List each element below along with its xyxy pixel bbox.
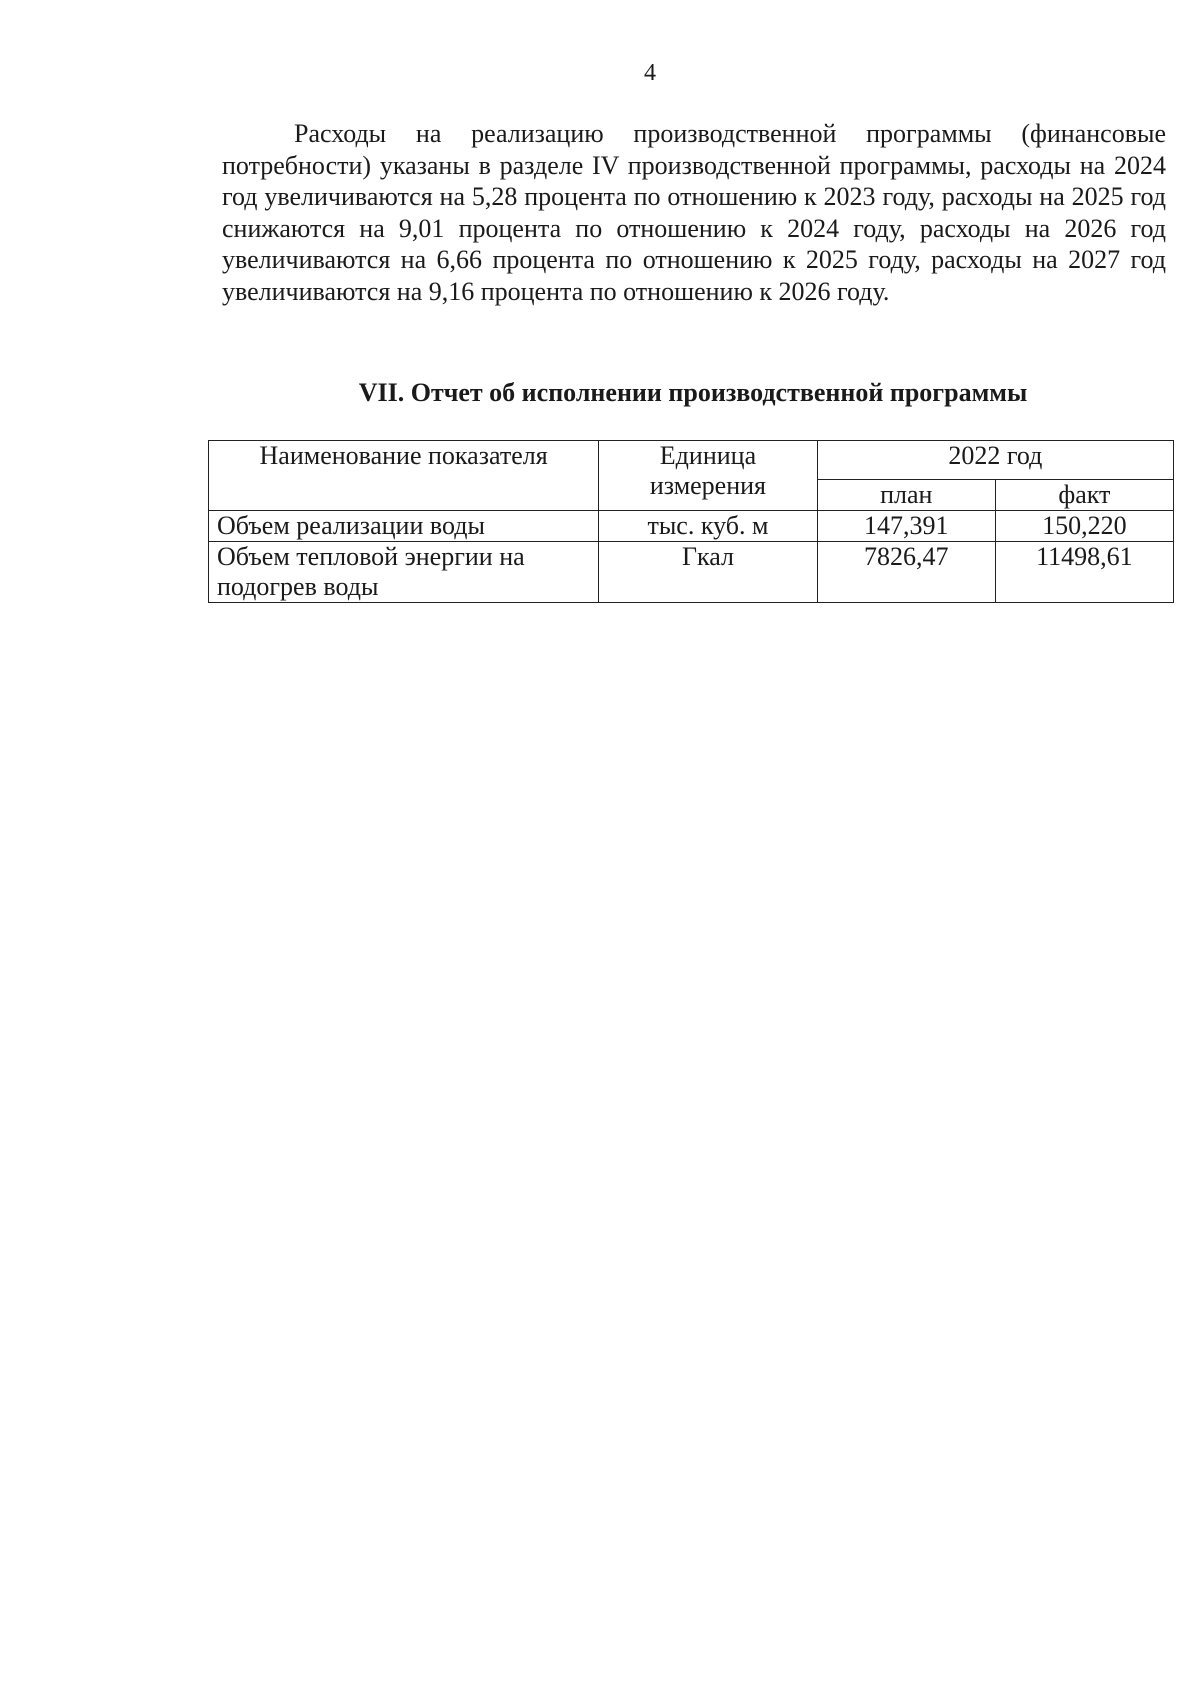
- header-fact: факт: [995, 480, 1173, 511]
- section-title: VII. Отчет об исполнении производственной программы: [358, 378, 1028, 407]
- header-name: Наименование показателя: [209, 441, 599, 511]
- header-unit: Единица измерения: [599, 441, 817, 511]
- row-plan: 147,391: [817, 511, 995, 542]
- body-paragraph: Расходы на реализацию производственной программы (финансовые потребности) указаны в разделе IV производственной программы, расходы на 2024 год увеличиваются на 5,28 процента по отношению к 2023 году, расходы на 2025 год снижаются на 9,01 процента по отношению к 2024 году, расходы на 2026 год увеличиваются на 6,66 процента по отношению к 2025 году, расходы на 2027 год увеличиваются на 9,16 процента по отношению к 2026 году.: [222, 119, 1166, 306]
- table-header-row: [209, 441, 1174, 480]
- row-plan: 7826,47: [817, 542, 995, 603]
- row-unit: тыс. куб. м: [599, 511, 817, 542]
- header-plan: план: [817, 480, 995, 511]
- page-number: 4: [644, 60, 656, 86]
- row-name: Объем реализации воды: [209, 511, 599, 542]
- report-table: [208, 440, 1174, 603]
- row-unit: Гкал: [599, 542, 817, 603]
- row-name: Объем тепловой энергии на подогрев воды: [209, 542, 599, 603]
- row-fact: 150,220: [995, 511, 1173, 542]
- header-year: 2022 год: [817, 441, 1173, 480]
- table-row: [209, 542, 1174, 603]
- row-fact: 11498,61: [995, 542, 1173, 603]
- table-row: [209, 511, 1174, 542]
